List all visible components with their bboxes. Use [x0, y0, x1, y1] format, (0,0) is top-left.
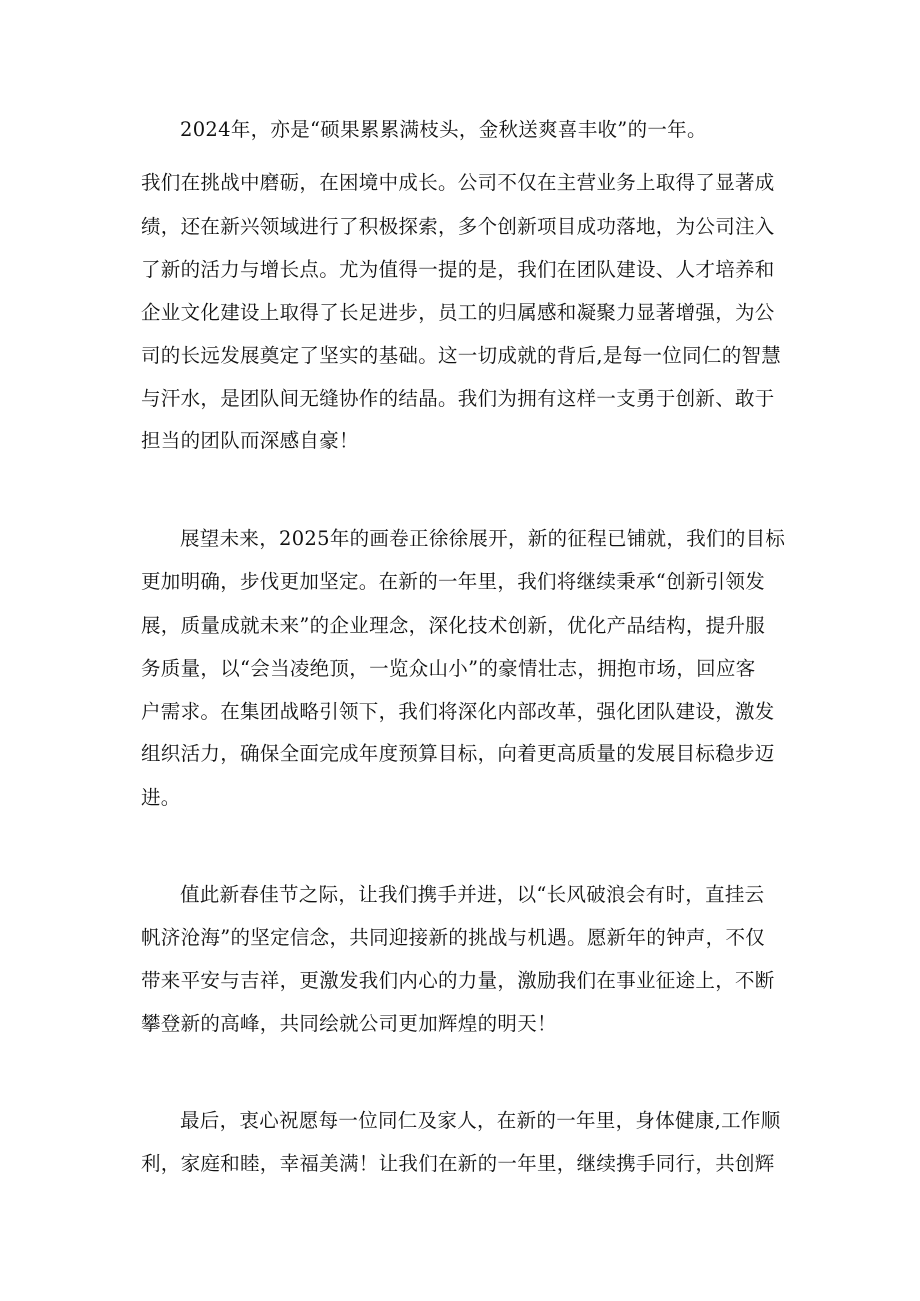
paragraph-1-line-3: 绩，还在新兴领域进行了积极探索，多个创新项目成功落地，为公司注入 [141, 215, 775, 238]
paragraph-2-line-1: 展望未来，2025年的画卷正徐徐展开，新的征程已铺就，我们的目标 [180, 527, 786, 550]
paragraph-3-line-1: 值此新春佳节之际，让我们携手并进，以“长风破浪会有时，直挂云 [180, 883, 765, 906]
paragraph-1-line-1: 2024年，亦是“硕果累累满枝头，金秋送爽喜丰收”的一年。 [180, 118, 707, 141]
paragraph-2-line-6: 组织活力，确保全面完成年度预算目标，向着更高质量的发展目标稳步迈 [141, 742, 775, 765]
paragraph-1-line-2: 我们在挑战中磨砺，在困境中成长。公司不仅在主营业务上取得了显著成 [141, 171, 775, 194]
paragraph-2-line-4: 务质量，以“会当凌绝顶，一览众山小”的豪情壮志，拥抱市场，回应客 [141, 657, 756, 680]
paragraph-2-line-5: 户需求。在集团战略引领下，我们将深化内部改革，强化团队建设，激发 [141, 700, 775, 723]
paragraph-3-line-2: 帆济沧海”的坚定信念，共同迎接新的挑战与机遇。愿新年的钟声，不仅 [141, 926, 766, 949]
paragraph-1-line-8: 担当的团队而深感自豪！ [141, 429, 359, 452]
paragraph-3-line-4: 攀登新的高峰，共同绘就公司更加辉煌的明天！ [141, 1012, 557, 1035]
paragraph-3-line-3: 带来平安与吉祥，更激发我们内心的力量，激励我们在事业征途上，不断 [141, 969, 775, 992]
paragraph-4-line-1: 最后，衷心祝愿每一位同仁及家人，在新的一年里，身体健康,工作顺 [180, 1109, 781, 1132]
paragraph-1-line-4: 了新的活力与增长点。尤为值得一提的是，我们在团队建设、人才培养和 [141, 258, 775, 281]
paragraph-2-line-2: 更加明确，步伐更加坚定。在新的一年里，我们将继续秉承“创新引领发 [141, 570, 766, 593]
paragraph-1-line-6: 司的长远发展奠定了坚实的基础。这一切成就的背后,是每一位同仁的智慧 [141, 344, 782, 367]
paragraph-2-line-3: 展，质量成就未来”的企业理念，深化技术创新，优化产品结构，提升服 [141, 614, 766, 637]
paragraph-1-line-7: 与汗水，是团队间无缝协作的结晶。我们为拥有这样一支勇于创新、敢于 [141, 387, 775, 410]
paragraph-2-line-7: 进。 [141, 786, 181, 809]
paragraph-4-line-2: 利，家庭和睦，幸福美满！让我们在新的一年里，继续携手同行，共创辉 [141, 1152, 775, 1175]
paragraph-1-line-5: 企业文化建设上取得了长足进步，员工的归属感和凝聚力显著增强，为公 [141, 301, 775, 324]
